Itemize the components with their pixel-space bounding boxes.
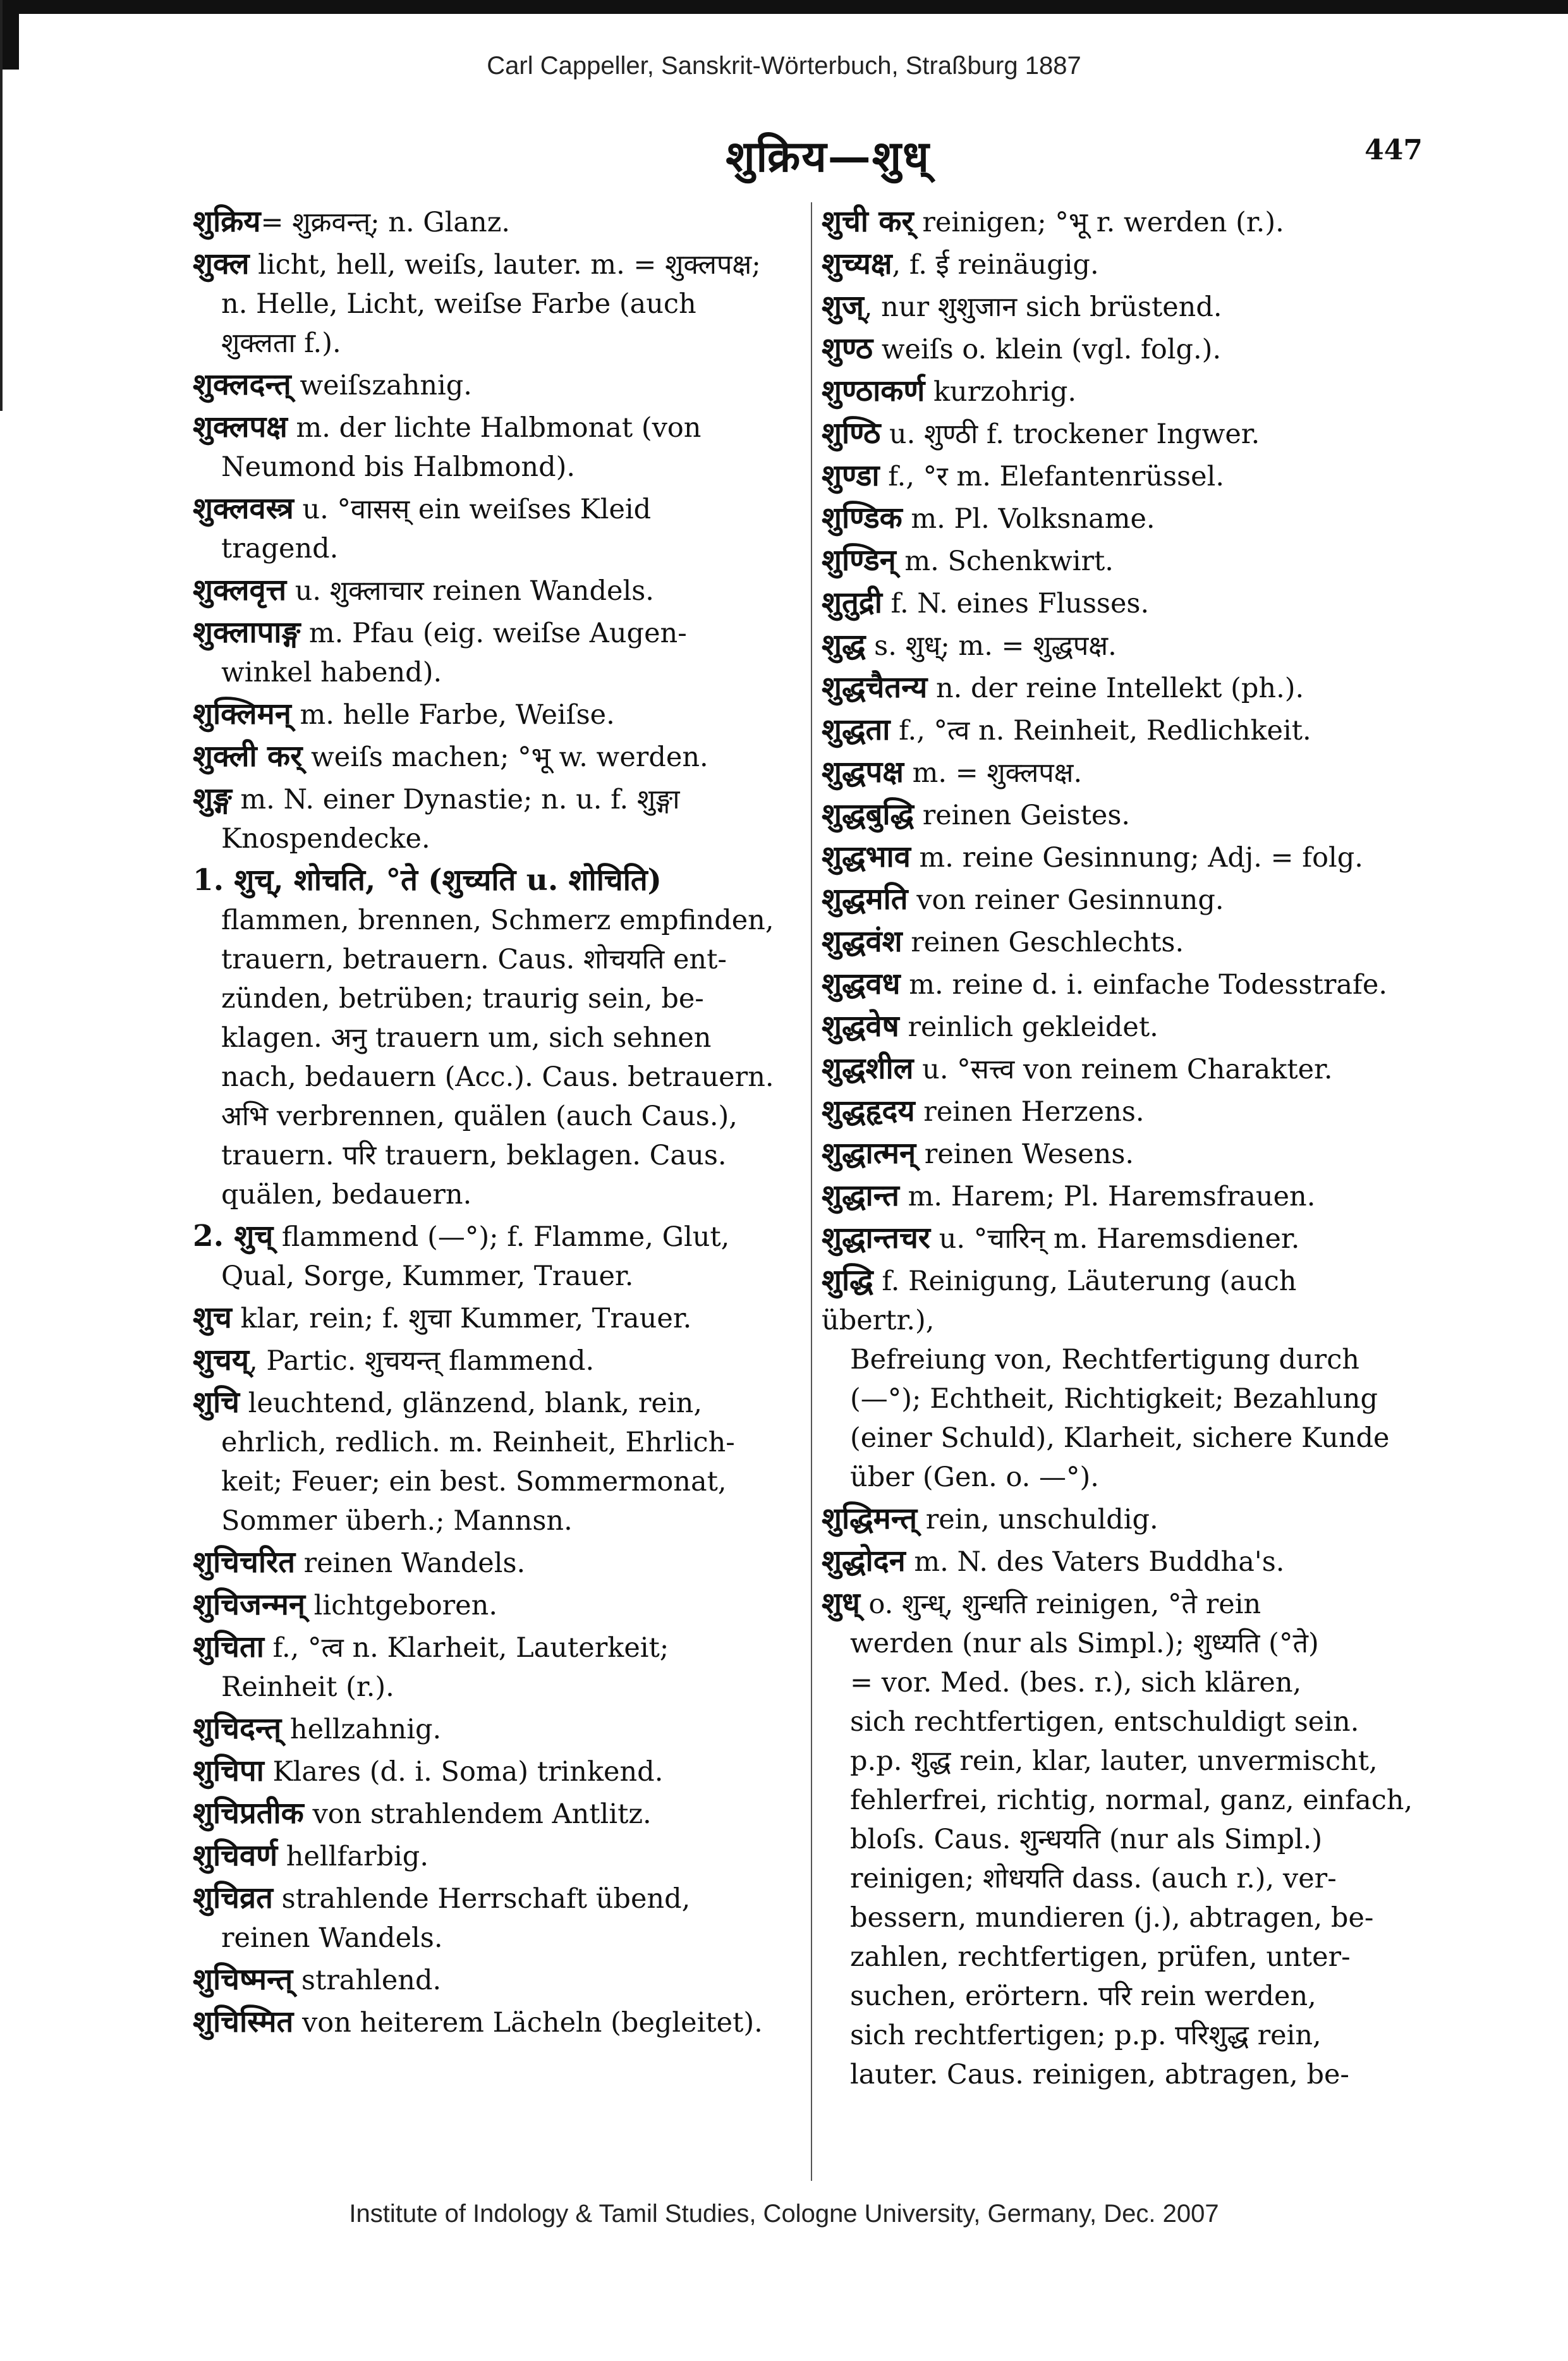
entry-text: Klares (d. i. Soma) trinkend.: [264, 1756, 664, 1788]
left-column: [193, 202, 774, 2045]
entry-headword: शुचिव्रत: [193, 1881, 273, 1915]
entry-continuation: zünden, betrüben; traurig sein, be-: [221, 983, 704, 1015]
dictionary-entry: [193, 202, 774, 242]
dictionary-entry: [193, 2003, 774, 2042]
entry-continuation: शुक्लता f.).: [221, 327, 341, 359]
entry-text: u. शुक्लाचार reinen Wandels.: [286, 575, 654, 607]
entry-text: hellzahnig.: [281, 1714, 442, 1745]
entry-headword: शुचिता: [193, 1630, 264, 1664]
dictionary-entry: [193, 779, 774, 858]
entry-continuation: (—°); Echtheit, Richtigkeit; Bezahlung: [850, 1383, 1378, 1415]
running-head: शुक्रिय—शुध्: [726, 131, 930, 182]
entry-headword: शुद्धमति: [822, 882, 908, 917]
entry-text: weiſs o. klein (vgl. folg.).: [873, 334, 1222, 365]
entry-continuation: werden (nur als Simpl.); शुध्यति (°ते): [850, 1628, 1319, 1659]
dictionary-entry: [822, 753, 1416, 793]
entry-continuation: reinigen; शोधयति dass. (auch r.), ver-: [850, 1863, 1337, 1894]
entry-continuation: keit; Feuer; ein best. Sommermonat,: [221, 1466, 727, 1498]
entry-continuation: (einer Schuld), Klarheit, sichere Kunde: [850, 1422, 1390, 1454]
dictionary-entry: [822, 880, 1416, 920]
entry-text: reinen Herzens.: [915, 1096, 1145, 1128]
entry-text: leuchtend, glänzend, blank, rein,: [239, 1388, 702, 1419]
entry-text: m. Pl. Volksname.: [902, 503, 1155, 535]
entry-continuation: zahlen, rechtfertigen, prüfen, unter-: [850, 1941, 1351, 1973]
entry-headword: शुण्ठि: [822, 416, 881, 451]
entry-headword: शुचि: [193, 1385, 240, 1420]
entry-text: u. शुण्ठी f. trockener Ingwer.: [880, 418, 1260, 450]
entry-continuation: lauter. Caus. reinigen, abtragen, be-: [850, 2059, 1349, 2090]
entry-text: f. Reinigung, Läuterung (auch übertr.),: [822, 1266, 1297, 1336]
dictionary-entry: [822, 1176, 1416, 1216]
entry-text: von heiterem Lächeln (begleitet).: [293, 2007, 763, 2039]
dictionary-entry: [193, 1585, 774, 1625]
dictionary-entry: [822, 202, 1416, 242]
entry-text: reinen Wandels.: [295, 1547, 526, 1579]
dictionary-entry: [822, 1261, 1416, 1497]
dictionary-entry: [193, 1709, 774, 1749]
entry-text: m. N. des Vaters Buddha's.: [905, 1546, 1285, 1578]
entry-headword: शुक्रिय: [193, 204, 261, 239]
dictionary-entry: [193, 1217, 774, 1296]
page-number: 447: [1364, 134, 1423, 166]
dictionary-entry: [822, 1049, 1416, 1089]
entry-text: s. शुध्; m. = शुद्धपक्ष.: [865, 630, 1117, 662]
entry-continuation: über (Gen. o. —°).: [850, 1461, 1099, 1493]
entry-headword: शुची कर्: [822, 204, 914, 239]
dictionary-entry: [822, 583, 1416, 623]
entry-headword: शुतुद्री: [822, 585, 882, 620]
entry-continuation: bloſs. Caus. शुन्धयति (nur als Simpl.): [850, 1824, 1323, 1855]
dictionary-entry: [822, 245, 1416, 284]
scan-top-border: [0, 0, 1568, 14]
entry-headword: शुद्धवेष: [822, 1009, 899, 1044]
dictionary-entry: [193, 1543, 774, 1583]
entry-continuation: = vor. Med. (bes. r.), sich klären,: [850, 1667, 1302, 1699]
entry-headword: शुचिचरित: [193, 1545, 296, 1580]
entry-text: o. शुन्ध्, शुन्धति reinigen, °ते rein: [860, 1589, 1261, 1620]
entry-headword: शुण्ठाकर्ण: [822, 374, 925, 408]
entry-text: f., °त्व n. Klarheit, Lauterkeit;: [264, 1632, 669, 1664]
dictionary-entry: [822, 838, 1416, 877]
dictionary-entry: [193, 408, 774, 487]
dictionary-entry: [193, 613, 774, 692]
entry-text: m. reine Gesinnung; Adj. = folg.: [910, 842, 1363, 874]
entry-continuation: quälen, bedauern.: [221, 1179, 472, 1211]
entry-continuation: Sommer überh.; Mannsn.: [221, 1505, 573, 1537]
entry-text: , f. ई reinäugig.: [892, 249, 1099, 281]
entry-headword: शुक्लवस्त्र: [193, 491, 294, 526]
entry-headword: शुच: [193, 1300, 232, 1335]
entry-headword: शुद्धिमन्त्: [822, 1501, 918, 1536]
dictionary-entry: [193, 1836, 774, 1876]
entry-headword: 2. शुच्: [193, 1219, 274, 1254]
entry-text: hellfarbig.: [277, 1841, 428, 1872]
dictionary-entry: [822, 1092, 1416, 1132]
dictionary-entry: [193, 365, 774, 405]
dictionary-entry: [822, 711, 1416, 750]
entry-headword: शुक्ल: [193, 247, 250, 281]
entry-text: u. °वासस् ein weiſses Kleid: [293, 494, 652, 525]
entry-continuation: flammen, brennen, Schmerz empfinden,: [221, 905, 774, 936]
entry-text: lichtgeboren.: [305, 1590, 497, 1621]
entry-text: von reiner Gesinnung.: [908, 884, 1224, 916]
entry-text: m. = शुक्लपक्ष.: [903, 757, 1083, 789]
dictionary-entry: [822, 626, 1416, 666]
entry-continuation: sich rechtfertigen; p.p. परिशुद्ध rein,: [850, 2020, 1322, 2051]
column-divider: [811, 202, 812, 2181]
entry-continuation: fehlerfrei, richtig, normal, ganz, einfach,: [850, 1784, 1413, 1816]
entry-text: flammend (—°); f. Flamme, Glut,: [273, 1221, 730, 1253]
dictionary-entry: [193, 245, 774, 363]
entry-headword: शुण्डिन्: [822, 543, 896, 578]
entry-continuation: Qual, Sorge, Kummer, Trauer.: [221, 1260, 634, 1292]
dictionary-entry: [822, 541, 1416, 581]
entry-text: reinigen; °भू r. werden (r.).: [913, 207, 1284, 238]
entry-text: klar, rein; f. शुचा Kummer, Trauer.: [231, 1303, 692, 1334]
dictionary-entry: [193, 1752, 774, 1791]
dictionary-entry: [822, 795, 1416, 835]
entry-text: m. Schenkwirt.: [896, 546, 1114, 577]
entry-headword: शुद्धि: [822, 1263, 873, 1298]
entry-headword: शुद्धान्त: [822, 1178, 899, 1213]
dictionary-entry: [193, 1383, 774, 1540]
entry-headword: शुक्लापाङ्ग: [193, 615, 301, 650]
entry-headword: शुक्लदन्त्: [193, 367, 291, 402]
dictionary-entry: [822, 372, 1416, 412]
entry-headword: शुचिप्रतीक: [193, 1796, 304, 1831]
entry-headword: शुद्ध: [822, 628, 866, 662]
dictionary-entry: [822, 1134, 1416, 1174]
entry-headword: शुध्: [822, 1586, 860, 1621]
dictionary-entry: [822, 499, 1416, 539]
entry-text: , Partic. शुचयन्त् flammend.: [249, 1345, 595, 1377]
dictionary-entry: [822, 287, 1416, 327]
entry-text: m. helle Farbe, Weiſse.: [291, 699, 615, 731]
entry-headword: शुण्डिक: [822, 501, 903, 535]
entry-continuation: nach, bedauern (Acc.). Caus. betrauern.: [221, 1061, 774, 1093]
dictionary-entry: [822, 1584, 1416, 2094]
dictionary-entry: [193, 1628, 774, 1707]
entry-text: strahlende Herrschaft übend,: [272, 1883, 691, 1915]
entry-text: u. °सत्त्व von reinem Charakter.: [913, 1054, 1333, 1085]
entry-continuation: reinen Wandels.: [221, 1922, 443, 1954]
dictionary-entry: [822, 1007, 1416, 1047]
entry-headword: शुज्: [822, 289, 864, 324]
entry-text: strahlend.: [293, 1965, 442, 1996]
entry-headword: शुचिष्मन्त्: [193, 1962, 293, 1997]
entry-headword: शुचिस्मित: [193, 2004, 294, 2039]
dictionary-entry: [193, 1960, 774, 2000]
dictionary-entry: [193, 489, 774, 568]
entry-headword: शुचय्: [193, 1343, 250, 1377]
entry-headword: शुद्धपक्ष: [822, 755, 904, 790]
dictionary-entry: [193, 861, 774, 1214]
dictionary-entry: [822, 922, 1416, 962]
entry-headword: शुद्धवध: [822, 967, 901, 1001]
entry-text: reinlich gekleidet.: [899, 1011, 1158, 1043]
entry-headword: शुचिजन्मन्: [193, 1587, 305, 1622]
entry-text: , nur शुशुजान sich brüstend.: [863, 291, 1222, 323]
entry-continuation: अभि verbrennen, quälen (auch Caus.),: [221, 1101, 738, 1132]
entry-headword: शुचिपा: [193, 1754, 264, 1788]
dictionary-entry: [822, 965, 1416, 1004]
footer-credit: Institute of Indology & Tamil Studies, Cologne University, Germany, Dec. 2007: [349, 2200, 1219, 2228]
entry-text: weiſszahnig.: [291, 370, 472, 401]
entry-continuation: Reinheit (r.).: [221, 1671, 394, 1703]
entry-headword: शुद्धहृदय: [822, 1094, 915, 1128]
entry-headword: शुक्ली कर्: [193, 739, 303, 774]
dictionary-entry: [822, 456, 1416, 496]
entry-text: m. Harem; Pl. Haremsfrauen.: [899, 1181, 1316, 1212]
dictionary-entry: [822, 1219, 1416, 1259]
entry-continuation: winkel habend).: [221, 657, 442, 688]
entry-text: f., °त्व n. Reinheit, Redlichkeit.: [890, 715, 1311, 747]
entry-text: f. N. eines Flusses.: [882, 588, 1150, 619]
dictionary-entry: [822, 1499, 1416, 1539]
right-column: [822, 202, 1416, 2097]
entry-continuation: bessern, mundieren (j.), abtragen, be-: [850, 1902, 1374, 1934]
entry-continuation: ehrlich, redlich. m. Reinheit, Ehrlich-: [221, 1427, 735, 1458]
entry-continuation: suchen, erörtern. परि rein werden,: [850, 1980, 1316, 2012]
entry-text: m. N. einer Dynastie; n. u. f. शुङ्गा: [231, 784, 680, 815]
entry-text: reinen Wesens.: [916, 1138, 1134, 1170]
entry-text: reinen Geistes.: [914, 800, 1131, 831]
dictionary-entry: [822, 414, 1416, 454]
dictionary-entry: [193, 571, 774, 611]
entry-text: u. °चारिन् m. Haremsdiener.: [930, 1223, 1300, 1255]
entry-text: weiſs machen; °भू w. werden.: [302, 741, 708, 773]
dictionary-entry: [822, 1542, 1416, 1582]
dictionary-entry: [193, 1794, 774, 1834]
entry-text: licht, hell, weiſs, lauter. m. = शुक्लपक्ष;: [249, 249, 761, 281]
entry-continuation: tragend.: [221, 533, 339, 564]
entry-continuation: sich rechtfertigen, entschuldigt sein.: [850, 1706, 1359, 1738]
entry-continuation: p.p. शुद्ध rein, klar, lauter, unvermischt,: [850, 1745, 1378, 1777]
entry-headword: शुच्यक्ष: [822, 247, 892, 281]
entry-headword: शुद्धता: [822, 712, 890, 747]
entry-headword: शुक्लपक्ष: [193, 410, 288, 444]
entry-headword: 1. शुच्, शोचति, °ते (शुच्यति u. शोचिति): [193, 863, 662, 898]
entry-text: m. der lichte Halbmonat (von: [287, 412, 702, 444]
entry-headword: शुद्धचैतन्य: [822, 670, 928, 705]
dictionary-entry: [822, 668, 1416, 708]
entry-continuation: klagen. अनु trauern um, sich sehnen: [221, 1022, 712, 1054]
entry-continuation: Knospendecke.: [221, 823, 430, 855]
entry-headword: शुद्धबुद्धि: [822, 797, 915, 832]
entry-continuation: trauern, betrauern. Caus. शोचयति ent-: [221, 944, 727, 975]
dictionary-entry: [822, 329, 1416, 369]
dictionary-entry: [193, 1341, 774, 1381]
entry-headword: शुङ्ग: [193, 781, 232, 816]
entry-text: m. Pfau (eig. weiſse Augen-: [300, 618, 687, 649]
entry-text: von strahlendem Antlitz.: [303, 1798, 652, 1830]
entry-headword: शुद्धभाव: [822, 839, 911, 874]
source-note: Carl Cappeller, Sanskrit-Wörterbuch, Straßburg 1887: [487, 52, 1081, 80]
dictionary-entry: [193, 695, 774, 735]
entry-text: rein, unschuldig.: [917, 1504, 1158, 1535]
entry-headword: शुचिदन्त्: [193, 1711, 282, 1746]
entry-headword: शुचिवर्ण: [193, 1838, 278, 1873]
dictionary-entry: [193, 737, 774, 777]
entry-text: m. reine d. i. einfache Todesstrafe.: [900, 969, 1388, 1001]
dictionary-entry: [193, 1879, 774, 1958]
entry-headword: शुण्डा: [822, 458, 880, 493]
entry-text: = शुक्रवन्त्; n. Glanz.: [260, 207, 511, 238]
entry-text: reinen Geschlechts.: [902, 927, 1184, 958]
entry-headword: शुद्धात्मन्: [822, 1136, 916, 1171]
dictionary-entry: [193, 1298, 774, 1338]
entry-continuation: trauern. परि trauern, beklagen. Caus.: [221, 1140, 727, 1171]
entry-headword: शुद्धोदन: [822, 1544, 906, 1578]
entry-continuation: Neumond bis Halbmond).: [221, 451, 576, 483]
entry-continuation: Befreiung von, Rechtfertigung durch: [850, 1344, 1359, 1376]
entry-text: n. der reine Intellekt (ph.).: [927, 673, 1304, 704]
entry-headword: शुण्ठ: [822, 331, 873, 366]
entry-headword: शुक्लिमन्: [193, 697, 291, 731]
entry-text: kurzohrig.: [925, 376, 1077, 408]
entry-headword: शुक्लवृत्त: [193, 573, 287, 607]
entry-headword: शुद्धवंश: [822, 924, 903, 959]
entry-text: f., °र m. Elefantenrüssel.: [879, 461, 1225, 492]
entry-headword: शुद्धान्तचर: [822, 1221, 931, 1255]
entry-continuation: n. Helle, Licht, weiſse Farbe (auch: [221, 288, 696, 320]
entry-headword: शुद्धशील: [822, 1051, 914, 1086]
